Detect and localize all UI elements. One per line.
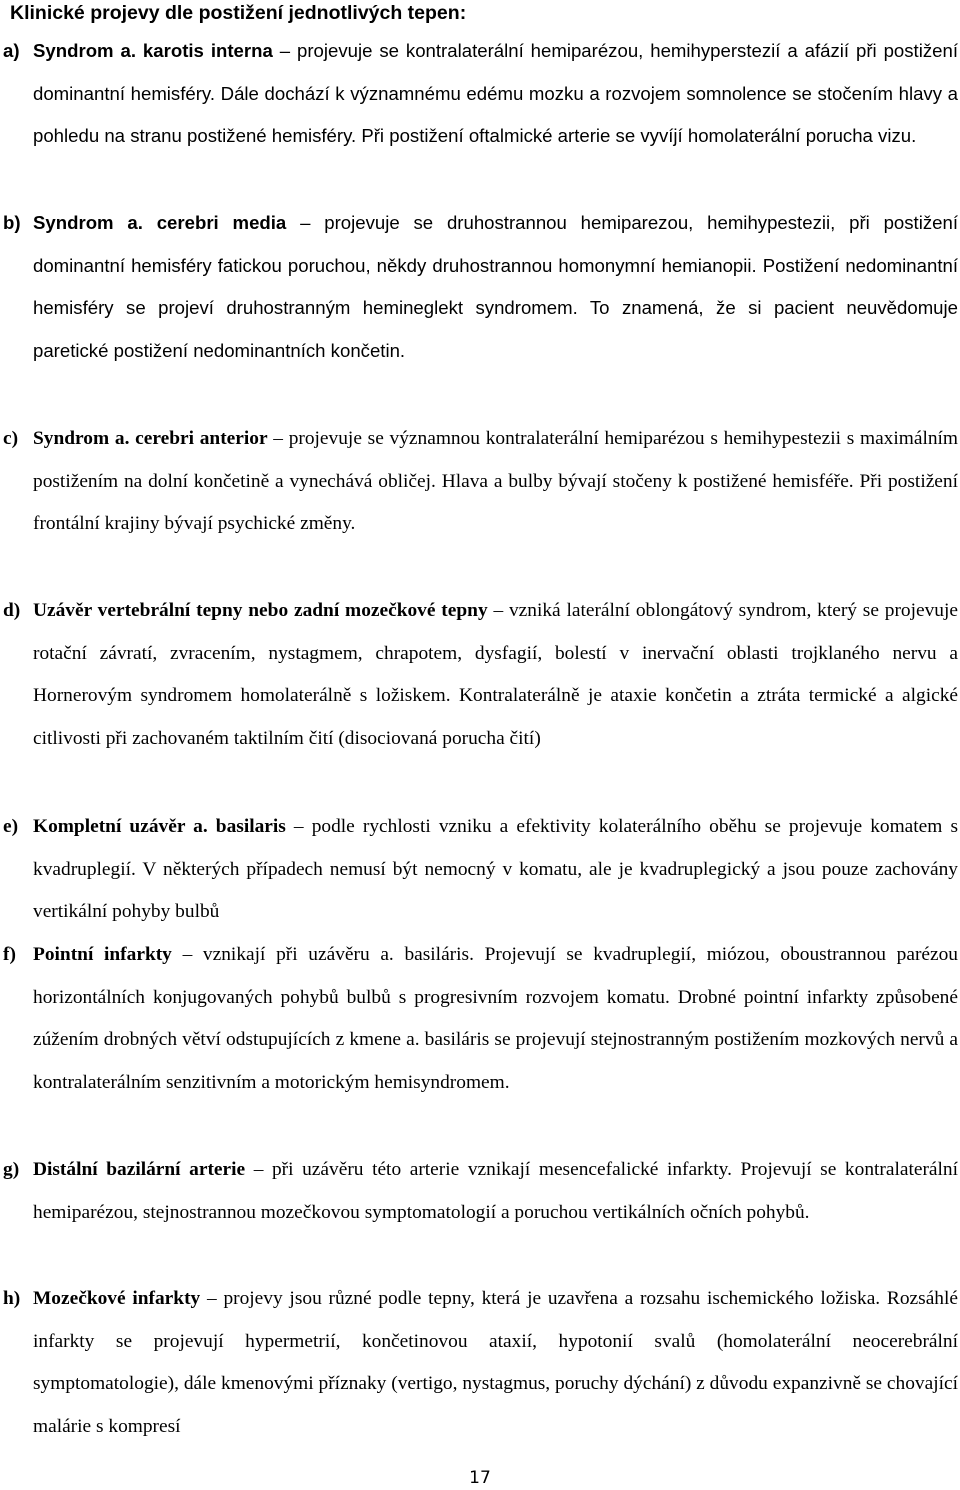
section-title: Distální bazilární arterie: [33, 1159, 246, 1180]
page-heading: Klinické projevy dle postižení jednotlivých tepen:: [10, 2, 467, 24]
section-text: – při uzávěru této arterie vznikají mesencefalické infarkty. Projevují se kontralaterální hemiparézou, stejnostrannou mozečkovou symptomatologií a poruchou vertikálních očních pohybů.: [33, 1159, 958, 1223]
section-c: [0, 418, 960, 546]
section-label: f): [3, 944, 16, 965]
section-b: [0, 202, 960, 373]
section-label: d): [3, 600, 21, 621]
section-title: Kompletní uzávěr a. basilaris: [33, 816, 286, 837]
section-label: e): [3, 816, 19, 837]
section-text: – projevuje se druhostrannou hemiparezou, hemihypestezii, při postižení dominantní hemisféry fatickou poruchou, někdy druhostrannou homonymní hemianopii. Postižení nedominantní hemisféry se projeví druhostranným hemineglekt syndromem. To znamená, že si pacient neuvědomuje paretické postižení nedominantních končetin.: [33, 212, 958, 362]
section-d: [0, 590, 960, 761]
section-text: – projevy jsou různé podle tepny, která je uzavřena a rozsahu ischemického ložiska. Rozsáhlé infarkty se projevují hypermetrií, končetinovou ataxií, hypotonií svalů (homolaterální neocerebrální symptomatologie), dále kmenovými příznaky (vertigo, nystagmus, poruchy dýchání) z důvodu expanzivně se chovající malárie s kompresí: [33, 1288, 958, 1438]
section-label: c): [3, 428, 19, 449]
section-text: – projevuje se kontralaterální hemiparézou, hemihyperstezií a afázií při postižení dominantní hemisféry. Dále dochází k významnému edému mozku a rozvojem somnolence se stočením hlavy a pohledu na stranu postižené hemisféry. Při postižení oftalmické arterie se vyvíjí homolaterální porucha vizu.: [33, 40, 958, 147]
section-title: Syndrom a. cerebri anterior: [33, 428, 268, 449]
section-e: [0, 806, 960, 934]
section-title: Syndrom a. cerebri media: [33, 212, 287, 233]
section-title: Mozečkové infarkty: [33, 1288, 201, 1309]
section-title: Syndrom a. karotis interna: [33, 40, 273, 61]
section-g: [0, 1149, 960, 1234]
section-text: – projevuje se významnou kontralaterální hemiparézou s hemihypestezii s maximálním postižením na dolní končetině a vynechává obličej. Hlava a bulby bývají stočeny k postižené hemisféře. Při postižení frontální krajiny bývají psychické změny.: [33, 428, 959, 535]
section-text: – vznikají při uzávěru a. basiláris. Projevují se kvadruplegií, miózou, oboustrannou parézou horizontálních konjugovaných pohybů bulbů s progresivním rozvojem komatu. Drobné pointní infarkty způsobené zúžením drobných větví odstupujících z kmene a. basiláris se projevují stejnostranným postižením mozkových nervů a kontralaterálním senzitivním a motorickým hemisyndromem.: [33, 944, 958, 1094]
section-text: – podle rychlosti vzniku a efektivity kolaterálního oběhu se projevuje komatem s kvadruplegií. V některých případech nemusí být nemocný v komatu, ale je kvadruplegický a jsou pouze zachovány vertikální pohyby bulbů: [33, 816, 958, 923]
section-label: a): [3, 40, 20, 61]
section-label: h): [3, 1288, 21, 1309]
section-title: Uzávěr vertebrální tepny nebo zadní mozečkové tepny: [33, 600, 488, 621]
section-a: [0, 30, 960, 158]
section-f: [0, 934, 960, 1105]
section-title: Pointní infarkty: [33, 944, 172, 965]
page-number: 17: [469, 1468, 491, 1488]
section-h: [0, 1278, 960, 1449]
section-label: g): [3, 1159, 20, 1180]
section-label: b): [3, 212, 21, 233]
section-text: – vzniká laterální oblongátový syndrom, který se projevuje rotační závratí, zvracením, nystagmem, chrapotem, dysfagií, bolestí v inervační oblasti trojklaného nervu a Hornerovým syndromem homolaterálně s ložiskem. Kontralaterálně je ataxie končetin a ztráta termické a algické citlivosti při zachovaném taktilním čití (disociovaná porucha čití): [33, 600, 958, 750]
